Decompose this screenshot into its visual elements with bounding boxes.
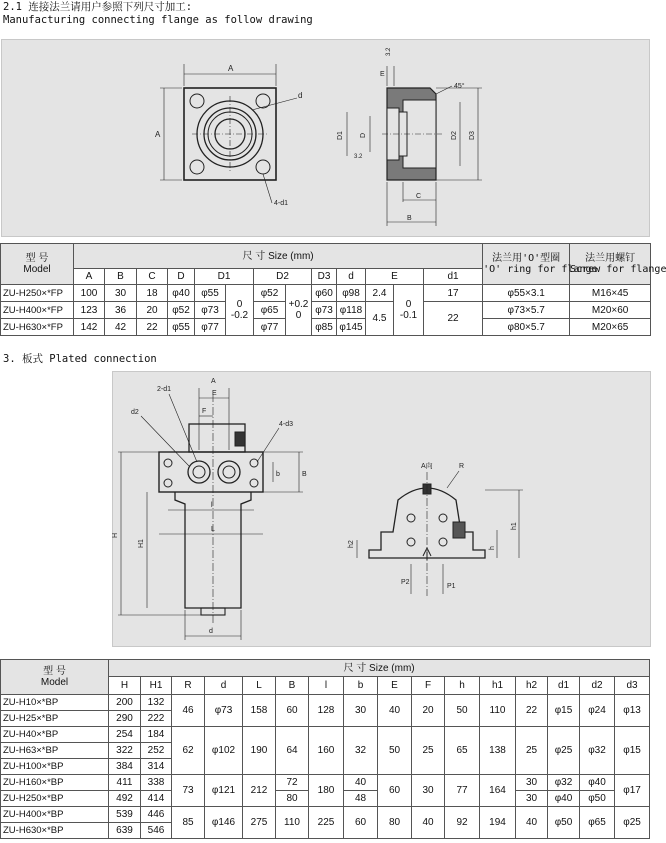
svg-text:F: F [202, 408, 207, 415]
svg-text:D1: D1 [337, 131, 344, 140]
col-d1: d1 [424, 269, 483, 285]
tol-D1: 0 -0.2 [226, 285, 254, 336]
svg-text:d2: d2 [131, 409, 139, 416]
col-d: d [337, 269, 366, 285]
flange-drawing [2, 40, 649, 236]
filter-side-view [348, 461, 523, 596]
table-row: ZU-H400×*FP 123 36 20 φ52 φ73 φ65 φ73 φ118 4.5 22 φ73×5.7 M20×60 [1, 302, 651, 319]
svg-text:D3: D3 [469, 131, 476, 140]
svg-text:B: B [407, 215, 412, 222]
size-caption: 尺 寸 Size (mm) [74, 244, 483, 269]
svg-text:P2: P2 [401, 579, 410, 586]
svg-text:A: A [211, 378, 216, 385]
col-D1: D1 [195, 269, 254, 285]
col-E: E [366, 269, 424, 285]
table-row: ZU-H63×*BP 322 252 [1, 743, 650, 759]
screw-header: 法兰用螺钉 Screw for flange [570, 244, 651, 285]
svg-text:2-d1: 2-d1 [157, 386, 172, 393]
svg-text:H1: H1 [138, 539, 145, 548]
oring-header: 法兰用'O'型圈 'O' ring for flange [483, 244, 570, 285]
svg-text:45°: 45° [454, 83, 465, 90]
svg-text:3.2: 3.2 [354, 154, 363, 160]
col-B: B [105, 269, 137, 285]
svg-text:d: d [298, 91, 303, 100]
svg-text:A: A [155, 130, 161, 139]
col-A: A [74, 269, 105, 285]
svg-text:D: D [360, 132, 367, 138]
svg-text:L: L [211, 526, 215, 533]
flange-spec-table [0, 243, 666, 336]
table-row: ZU-H630×*FP 142 42 22 φ55 φ77 φ77 φ85 φ145 φ80×5.7 M20×65 [1, 319, 651, 336]
svg-text:B: B [302, 471, 307, 478]
table-row: ZU-H10×*BP 200 132 46 φ73 158 60 128 30 40 20 50 110 22 φ15 φ24 φ13 [1, 695, 650, 711]
svg-text:3.2: 3.2 [386, 47, 392, 56]
svg-text:4-d1: 4-d1 [274, 200, 289, 207]
svg-text:h: h [489, 546, 496, 550]
table-row: ZU-H400×*BP 539 446 85 φ146 275 110 225 60 80 40 92 194 40 φ50 φ65 φ25 [1, 807, 650, 823]
svg-text:E: E [380, 71, 385, 78]
svg-text:H: H [112, 532, 119, 538]
filter-front-view [112, 378, 307, 640]
model-header: 型 号 Model [1, 660, 109, 695]
svg-text:E: E [212, 390, 217, 397]
section-heading-plated: 3. 板式 Plated connection [3, 353, 157, 365]
section-heading-cn: 2.1 连接法兰请用户参照下列尺寸加工: [3, 1, 193, 13]
svg-text:4-d3: 4-d3 [279, 421, 294, 428]
col-D3: D3 [312, 269, 337, 285]
svg-text:l: l [211, 502, 213, 509]
svg-text:P1: P1 [447, 583, 456, 590]
plated-drawing [113, 372, 650, 646]
svg-text:R: R [459, 463, 465, 470]
svg-text:C: C [416, 193, 422, 200]
model-header: 型 号 Model [1, 244, 74, 285]
svg-text:b: b [276, 471, 280, 478]
table-row: ZU-H160×*BP 411 338 73 φ121 212 72 180 40 60 30 77 164 30 φ32 φ40 φ17 [1, 775, 650, 791]
flange-side-view [337, 47, 482, 226]
table-row: ZU-H40×*BP 254 184 62 φ102 190 64 160 32 50 25 65 138 25 φ25 φ32 φ15 [1, 727, 650, 743]
col-C: C [137, 269, 168, 285]
col-D2: D2 [254, 269, 312, 285]
table-row: ZU-H25×*BP 290 222 [1, 711, 650, 727]
svg-text:h2: h2 [348, 540, 355, 548]
table-row: ZU-H250×*BP 492 414 80 48 30 φ40 φ50 [1, 791, 650, 807]
flange-drawing-panel [1, 39, 650, 237]
col-D: D [168, 269, 195, 285]
svg-text:h1: h1 [511, 522, 518, 530]
table-row: ZU-H250×*FP 100 30 18 φ40 φ55 0 -0.2 φ52 +0.2 0 φ60 φ98 2.4 0 -0.1 17 φ55×3.1 M16×45 [1, 285, 651, 302]
size-caption: 尺 寸 Size (mm) [109, 660, 650, 677]
tol-E: 0 -0.1 [394, 285, 424, 336]
tol-D2: +0.2 0 [286, 285, 312, 336]
svg-text:d: d [209, 628, 213, 635]
flange-front-view [155, 64, 302, 207]
table-row: ZU-H100×*BP 384 314 [1, 759, 650, 775]
svg-text:A: A [228, 64, 234, 73]
svg-text:D2: D2 [451, 131, 458, 140]
section-heading-en: Manufacturing connecting flange as follow drawing [3, 14, 313, 26]
plated-drawing-panel [112, 371, 651, 647]
plated-spec-table: 型 号 Model 尺 寸 Size (mm) H H1 R d L B l b E F h h1 h2 d1 d2 d3 ZU-H10×*BP 200 132 46 φ73 158 60 128 30 40 20 50 110 22 φ15 φ24 φ13 ZU-H25×*BP 290 222 ZU-H40×*BP 254 184 62 φ102 190 64 160 32 50 25 65 138 25 φ25 φ32 φ15 ZU-H63×*BP 322 252 ZU-H100×*BP 384 314 ZU-H160×*BP 411 338 73 φ121 212 72 180 40 60 30 77 164 30 φ32 φ40 φ17 ZU-H250×*BP 492 414 80 48 30 φ40 φ50 ZU-H400×*BP 539 446 85 φ146 275 110 225 60 80 40 92 194 40 φ50 φ65 φ25 ZU-H630×*BP 639 546 [0, 659, 650, 839]
svg-text:A向: A向 [421, 463, 433, 470]
table-row: ZU-H630×*BP 639 546 [1, 823, 650, 839]
